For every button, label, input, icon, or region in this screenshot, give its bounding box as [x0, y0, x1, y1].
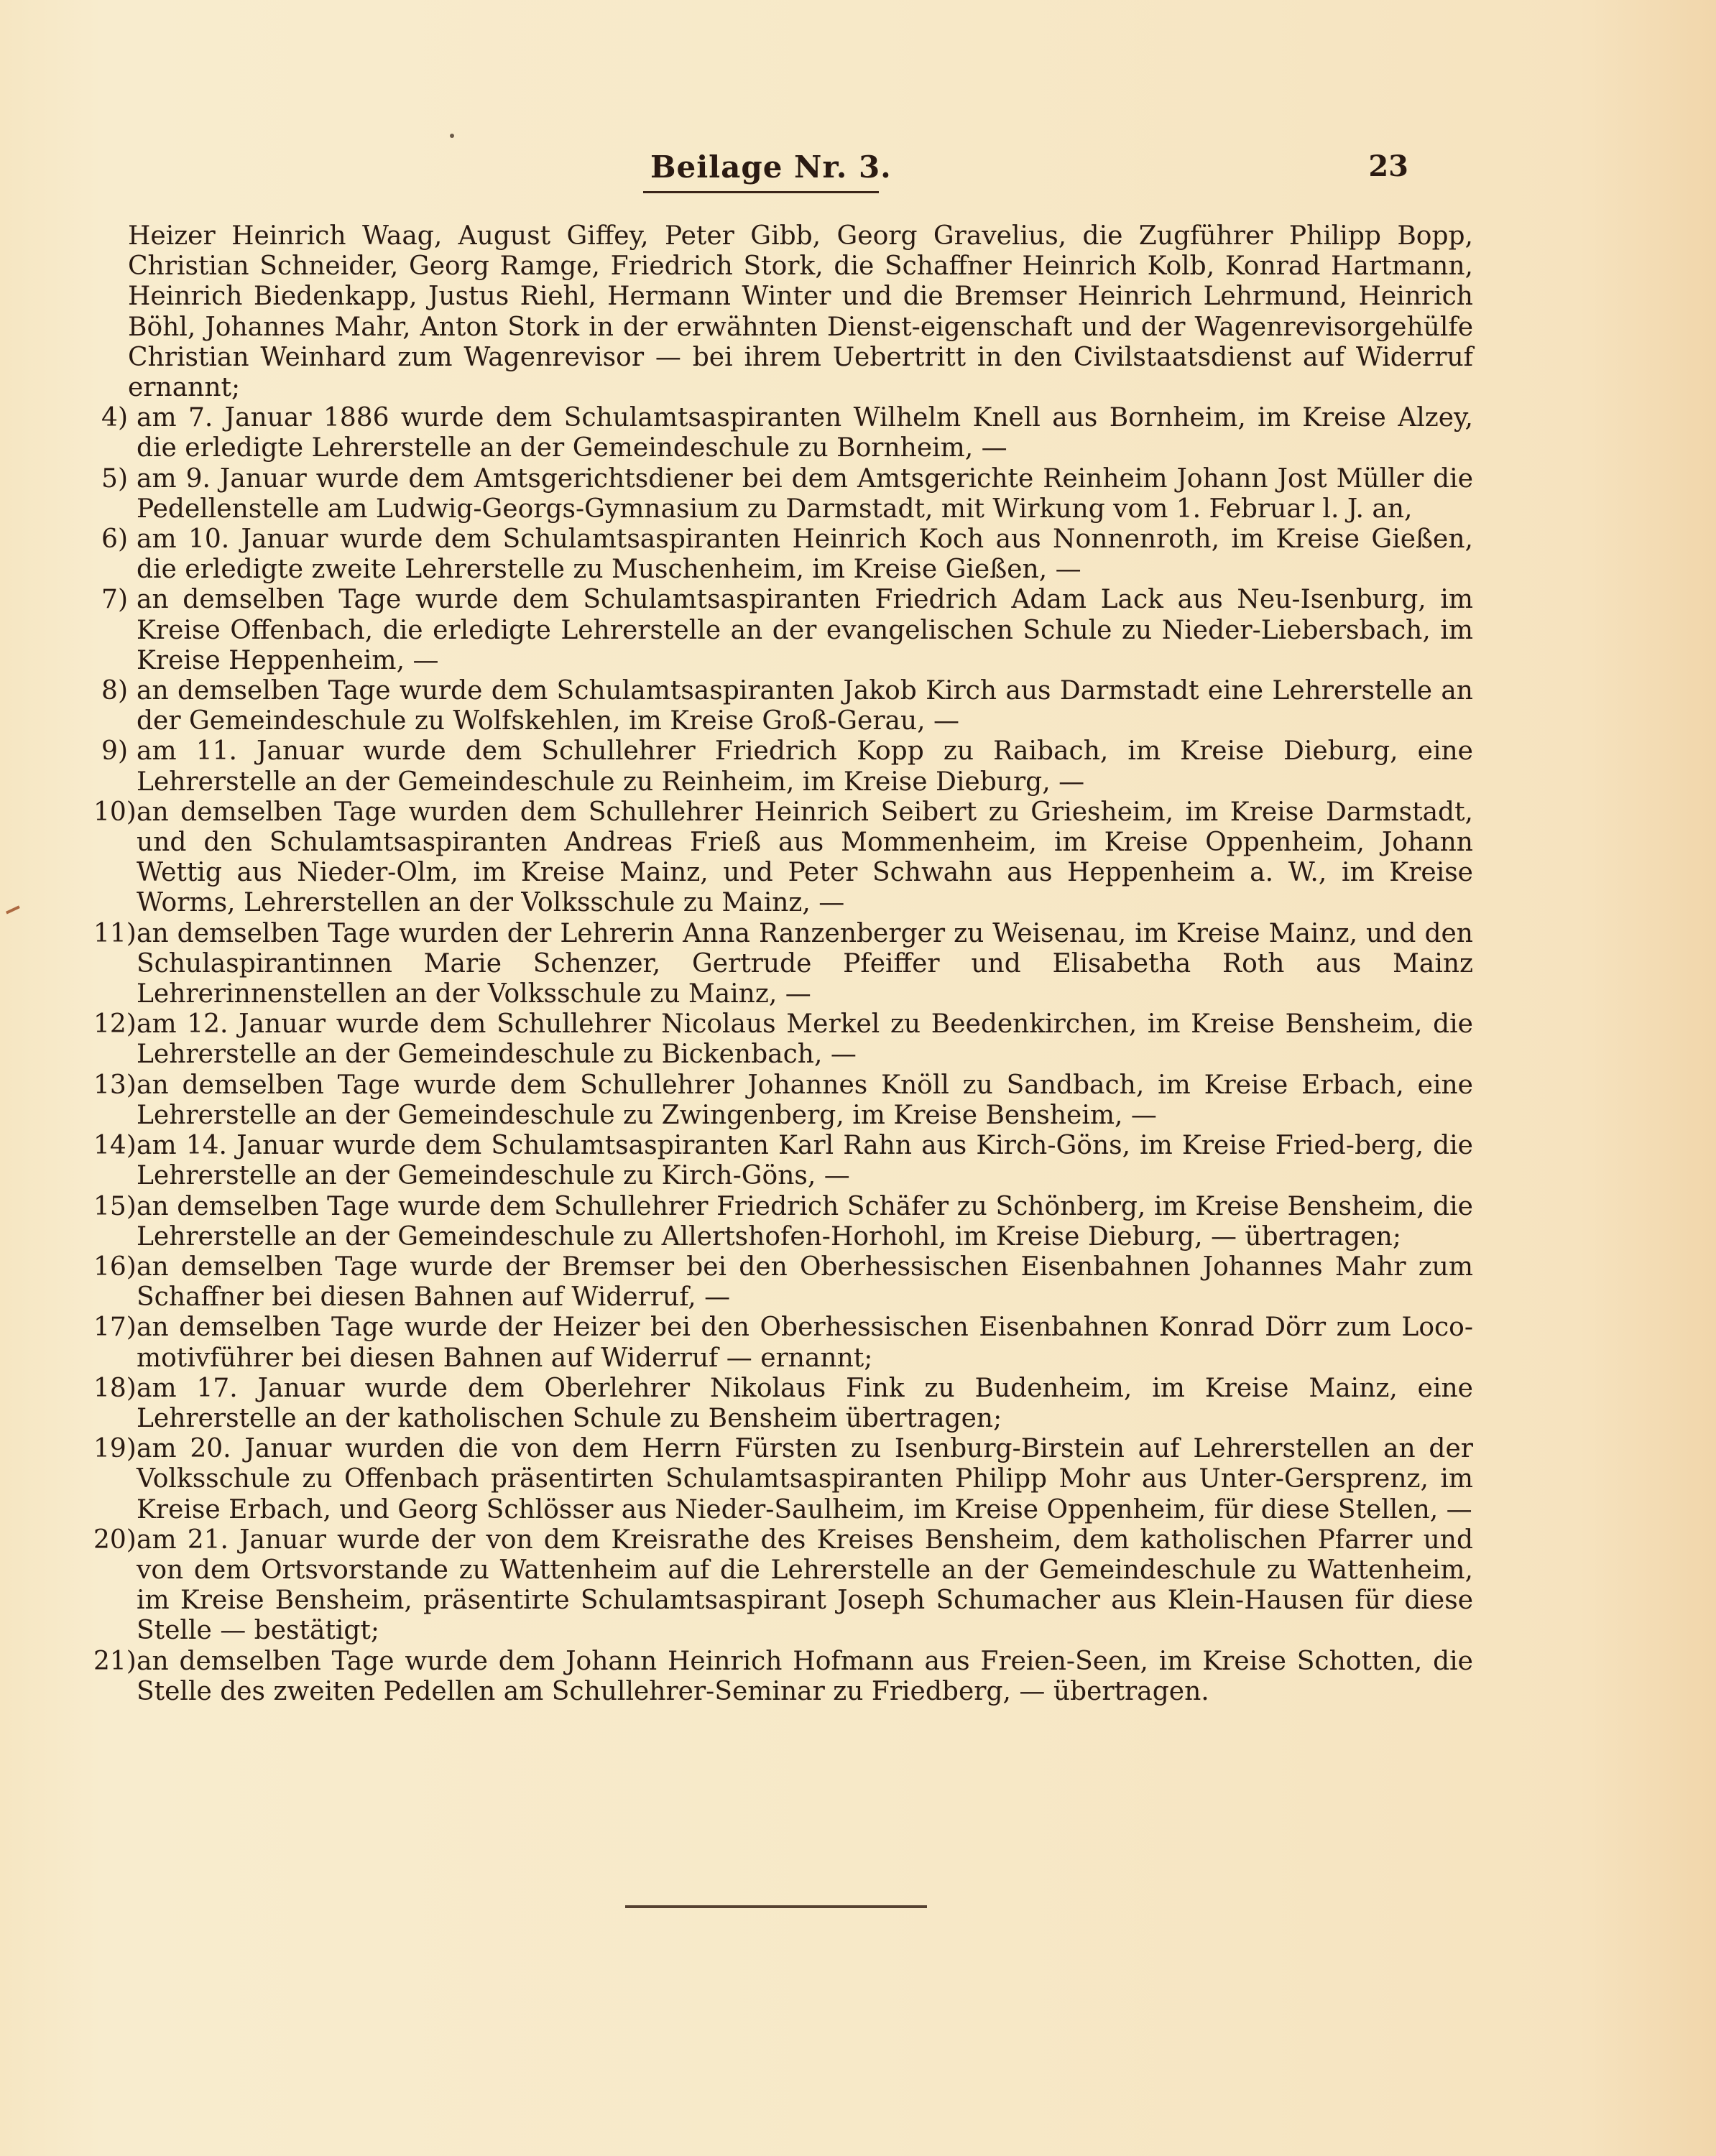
list-item — [93, 676, 1473, 736]
list-item — [93, 585, 1473, 676]
list-item — [93, 736, 1473, 797]
list-item — [93, 1192, 1473, 1252]
entry-number: 11) — [93, 918, 137, 948]
list-item — [93, 1131, 1473, 1191]
entry-text: am 10. Januar wurde dem Schulamtsaspiranten Heinrich Koch aus Nonnenroth, im Kreise Gießen, die erledigte zweite Lehrerstelle zu Muschenheim, im Kreise Gießen, — — [137, 524, 1473, 585]
entry-number: 21) — [93, 1646, 137, 1676]
entry-number: 20) — [93, 1525, 137, 1555]
entry-text: am 12. Januar wurde dem Schullehrer Nicolaus Merkel zu Beedenkirchen, im Kreise Bensheim, die Lehrerstelle an der Gemeindeschule zu Bickenbach, — — [137, 1009, 1473, 1070]
entry-text: an demselben Tage wurde dem Schullehrer Johannes Knöll zu Sandbach, im Kreise Erbach, eine Lehrerstelle an der Gemeindeschule zu Zwingenberg, im Kreise Bensheim, — — [137, 1070, 1473, 1130]
ink-speck — [450, 134, 454, 138]
list-item — [93, 1647, 1473, 1707]
entry-number: 14) — [93, 1131, 137, 1161]
list-item — [93, 797, 1473, 919]
list-item — [93, 1009, 1473, 1070]
list-item — [93, 1070, 1473, 1131]
entry-number: 19) — [93, 1434, 137, 1464]
entry-text: an demselben Tage wurde dem Schulamtsaspiranten Jakob Kirch aus Darmstadt eine Lehrerstelle an der Gemeindeschule zu Wolfskehlen, im Kreise Groß-Gerau, — — [137, 676, 1473, 736]
entry-text: an demselben Tage wurde dem Schulamtsaspiranten Friedrich Adam Lack aus Neu-Isenburg, im Kreise Offenbach, die erledigte Lehrerstelle an der evangelischen Schule zu Nieder-Liebersbach, im Kreise Heppenheim, — — [137, 585, 1473, 675]
entry-text: am 20. Januar wurden die von dem Herrn Fürsten zu Isenburg-Birstein auf Lehrerstellen an der Volksschule zu Offenbach präsentirten Schulamtsaspiranten Philipp Mohr aus Unter-Gersprenz, im Kreise Erbach, und Georg Schlösser aus Nieder-Saulheim, im Kreise Oppenheim, für diese Stellen, — — [137, 1434, 1473, 1525]
list-item — [93, 464, 1473, 524]
entry-number: 16) — [93, 1252, 137, 1282]
intro-paragraph: Heizer Heinrich Waag, August Giffey, Peter Gibb, Georg Gravelius, die Zugführer Philipp Bopp, Christian Schneider, Georg Ramge, Friedrich Stork, die Schaffner Heinrich Kolb, Konrad Hartmann, Heinrich Biedenkapp, Justus Riehl, Hermann Winter und die Bremser Heinrich Lehrmund, Heinrich Böhl, Johannes Mahr, Anton Stork in der erwähnten Dienst-eigenschaft und der Wagenrevisorgehülfe Christian Weinhard zum Wagenrevisor — bei ihrem Uebertritt in den Civilstaatsdienst auf Widerruf ernannt; — [128, 221, 1473, 403]
list-item — [93, 1525, 1473, 1647]
entry-number: 12) — [93, 1009, 137, 1040]
entry-text: an demselben Tage wurde der Heizer bei den Oberhessischen Eisenbahnen Konrad Dörr zum Loco-motivführer bei diesen Bahnen auf Widerruf — ernannt; — [137, 1313, 1473, 1373]
list-item — [93, 1374, 1473, 1434]
entry-text: an demselben Tage wurden dem Schullehrer Heinrich Seibert zu Griesheim, im Kreise Darmstadt, und den Schulamtsaspiranten Andreas Frieß aus Mommenheim, im Kreise Oppenheim, Johann Wettig aus Nieder-Olm, im Kreise Mainz, und Peter Schwahn aus Heppenheim a. W., im Kreise Worms, Lehrerstellen an der Volksschule zu Mainz, — — [137, 797, 1473, 918]
entry-text: an demselben Tage wurde der Bremser bei den Oberhessischen Eisenbahnen Johannes Mahr zum Schaffner bei diesen Bahnen auf Widerruf, — — [137, 1252, 1473, 1313]
margin-mark — [6, 905, 23, 920]
entry-text: an demselben Tage wurde dem Johann Heinrich Hofmann aus Freien-Seen, im Kreise Schotten, die Stelle des zweiten Pedellen am Schullehrer-Seminar zu Friedberg, — übertragen. — [137, 1646, 1473, 1706]
list-item — [93, 1252, 1473, 1313]
entry-text: an demselben Tage wurden der Lehrerin Anna Ranzenberger zu Weisenau, im Kreise Mainz, und den Schulaspirantinnen Marie Schenzer, Gertrude Pfeiffer und Elisabetha Roth aus Mainz Lehrerinnenstellen an der Volksschule zu Mainz, — — [137, 918, 1473, 1009]
entry-number: 6) — [101, 524, 128, 555]
entry-number: 18) — [93, 1373, 137, 1403]
list-item — [93, 524, 1473, 585]
entry-number: 13) — [93, 1070, 137, 1100]
entry-number: 15) — [93, 1191, 137, 1221]
list-item — [93, 1313, 1473, 1373]
entry-text: am 7. Januar 1886 wurde dem Schulamtsaspiranten Wilhelm Knell aus Bornheim, im Kreise Alzey, die erledigte Lehrerstelle an der Gemeindeschule zu Bornheim, — — [137, 403, 1473, 463]
entry-number: 8) — [101, 676, 128, 706]
entry-text: am 14. Januar wurde dem Schulamtsaspiranten Karl Rahn aus Kirch-Göns, im Kreise Fried-berg, die Lehrerstelle an der Gemeindeschule zu Kirch-Göns, — — [137, 1131, 1473, 1191]
entry-text: am 9. Januar wurde dem Amtsgerichtsdiener bei dem Amtsgerichte Reinheim Johann Jost Müller die Pedellenstelle am Ludwig-Georgs-Gymnasium zu Darmstadt, mit Wirkung vom 1. Februar l. J. an, — [137, 463, 1473, 524]
entry-text: am 21. Januar wurde der von dem Kreisrathe des Kreises Bensheim, dem katholischen Pfarrer und von dem Ortsvorstande zu Wattenheim auf die Lehrerstelle an der Gemeindeschule zu Wattenheim, im Kreise Bensheim, präsentirte Schulamtsaspirant Joseph Schumacher aus Klein-Hausen für diese Stelle — bestätigt; — [137, 1525, 1473, 1646]
end-rule — [625, 1905, 927, 1908]
entry-list — [93, 403, 1473, 1707]
list-item — [93, 403, 1473, 463]
entry-number: 7) — [101, 585, 128, 615]
entry-number: 4) — [101, 403, 128, 433]
entry-number: 5) — [101, 463, 128, 494]
supplement-title: Beilage Nr. 3. — [650, 149, 892, 185]
entry-number: 9) — [101, 736, 128, 767]
entry-text: am 17. Januar wurde dem Oberlehrer Nikolaus Fink zu Budenheim, im Kreise Mainz, eine Lehrerstelle an der katholischen Schule zu Bensheim übertragen; — [137, 1373, 1473, 1433]
list-item — [93, 919, 1473, 1010]
page-header — [650, 149, 1408, 200]
list-item — [93, 1434, 1473, 1525]
entry-text: an demselben Tage wurde dem Schullehrer Friedrich Schäfer zu Schönberg, im Kreise Bensheim, die Lehrerstelle an der Gemeindeschule zu Allertshofen-Horhohl, im Kreise Dieburg, — übertragen; — [137, 1191, 1473, 1252]
header-underline — [643, 191, 879, 193]
entry-text: am 11. Januar wurde dem Schullehrer Friedrich Kopp zu Raibach, im Kreise Dieburg, eine Lehrerstelle an der Gemeindeschule zu Reinheim, im Kreise Dieburg, — — [137, 736, 1473, 797]
entry-number: 10) — [93, 797, 137, 827]
entry-number: 17) — [93, 1313, 137, 1343]
body-text — [93, 221, 1473, 1707]
page-number: 23 — [1368, 149, 1408, 183]
